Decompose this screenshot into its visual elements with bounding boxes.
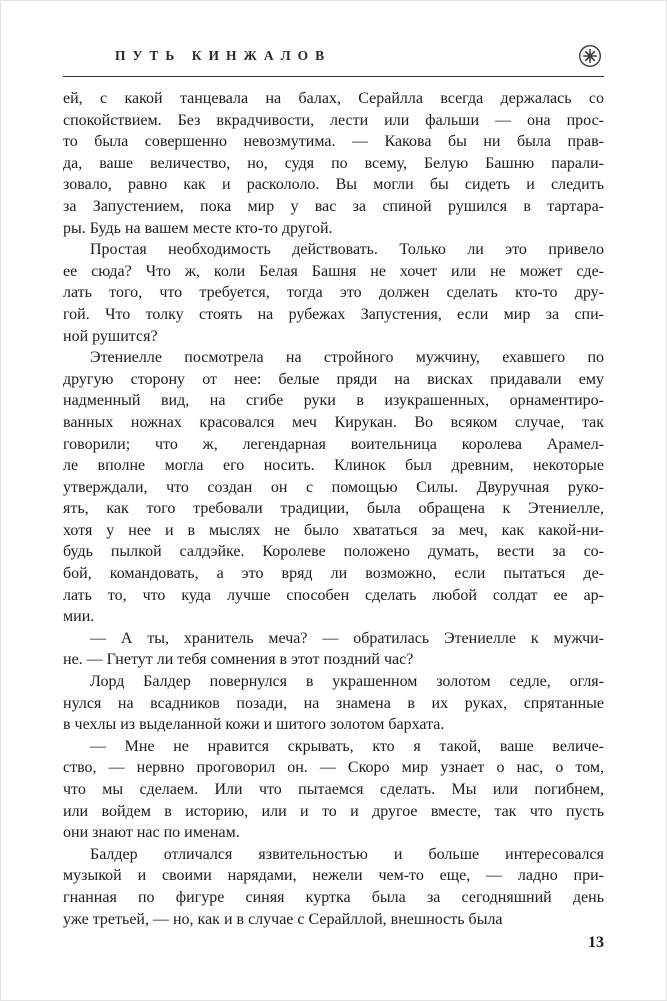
- text-line: ять, как того требовали традиции, была обращена к Этениелле,: [63, 500, 604, 518]
- text-line: нулся на всадников позади, на знамена в их руках, спрятанные: [63, 694, 604, 712]
- header-rule: [63, 76, 604, 77]
- paragraph: [63, 628, 604, 671]
- text-line: другую сторону от нее: белые пряди на висках придавали ему: [63, 370, 604, 388]
- text-line: лать то, что куда лучше способен сделать любой солдат ее ар-: [63, 586, 604, 604]
- text-line: — Мне не нравится скрывать, кто я такой, ваше величе-: [90, 737, 604, 755]
- text-line: бой, командовать, а это вряд ли возможно, если пытаться де-: [63, 565, 604, 583]
- text-line: Лорд Балдер повернулся в украшенном золотом седле, огля-: [90, 673, 604, 691]
- text-line: ванных ножнах красовался меч Кирукан. Во всяком случае, так: [63, 413, 604, 431]
- text-line: они знают нас по именам.: [63, 824, 240, 842]
- text-line: — А ты, хранитель меча? — обратилась Этениелле к мужчи-: [90, 629, 604, 647]
- paragraph: [63, 239, 604, 347]
- text-line: спокойствием. Без вкрадчивости, лести или фальши — она прос-: [63, 111, 604, 129]
- text-line: ей, с какой танцевала на балах, Серайлла всегда держалась со: [63, 90, 604, 107]
- text-line: ной рушится?: [63, 327, 158, 345]
- paragraph: [63, 844, 604, 930]
- text-line: ство, — нервно проговорил он. — Скоро мир узнает о нас, о том,: [63, 759, 604, 777]
- text-line: не. — Гнетут ли тебя сомнения в этот поздний час?: [63, 651, 414, 669]
- text-line: то была совершенно невозмутима. — Какова бы ни была прав-: [63, 133, 604, 151]
- text-line: утверждали, что создан он с помощью Силы. Двуручная руко-: [63, 478, 604, 496]
- text-line: ры. Будь на вашем месте кто-то другой.: [63, 219, 333, 237]
- running-title: ПУТЬ КИНЖАЛОВ: [115, 48, 332, 63]
- text-line: зовало, равно как и раскололо. Вы могли бы сидеть и следить: [63, 176, 604, 194]
- text-line: надменный вид, на сгибе руки в изукрашенных, орнаментиро-: [63, 392, 604, 410]
- paragraph: [63, 88, 604, 239]
- text-line: что мы сделаем. Или что пытаемся сделать. Мы или погибнем,: [63, 781, 604, 798]
- text-line: Балдер отличался язвительностью и больше интересовался: [90, 845, 604, 863]
- text-line: Этениелле посмотрела на стройного мужчину, ехавшего по: [90, 349, 604, 367]
- text-line: да, ваше величество, но, судя по всему, Белую Башню парали-: [63, 154, 604, 172]
- text-line: музыкой и своими нарядами, нежели чем-то еще, — ладно при-: [63, 867, 604, 885]
- paragraph: [63, 736, 604, 844]
- text-line: будь пылкой салдэйке. Королеве положено думать, вести за со-: [63, 543, 604, 561]
- text-line: Простая необходимость действовать. Только ли это привело: [90, 241, 604, 259]
- text-line: уже третьей, — но, как и в случае с Серайллой, внешность была: [63, 910, 503, 928]
- chapter-ornament-icon: [578, 44, 602, 68]
- text-line: мии.: [63, 608, 95, 626]
- text-line: ее сюда? Что ж, коли Белая Башня не хочет или не может сде-: [63, 262, 604, 280]
- text-line: лать того, что требуется, тогда это должен сделать кто-то дру-: [63, 284, 604, 302]
- running-header: [63, 44, 604, 70]
- paragraph: [63, 671, 604, 736]
- text-line: гой. Что толку стоять на рубежах Запустения, если мир за спи-: [63, 305, 604, 323]
- paragraph: [63, 347, 604, 628]
- text-line: ле вполне могла его носить. Клинок был древним, некоторые: [63, 457, 604, 475]
- text-line: говорили; что ж, легендарная воительница королева Арамел-: [63, 435, 604, 453]
- text-line: за Запустением, пока мир у вас за спиной рушился в тартара-: [63, 197, 604, 215]
- text-block: [63, 88, 604, 930]
- text-line: в чехлы из выделанной кожи и шитого золотом бархата.: [63, 716, 445, 734]
- text-line: хотя у нее и в мыслях не было хвататься за меч, как какой-ни-: [63, 521, 604, 539]
- page-number: 13: [588, 934, 604, 951]
- text-line: гнанная по фигуре синяя куртка была за сегодняшний день: [63, 888, 604, 906]
- text-line: или войдем в историю, или и то и другое вместе, так что пусть: [63, 802, 604, 820]
